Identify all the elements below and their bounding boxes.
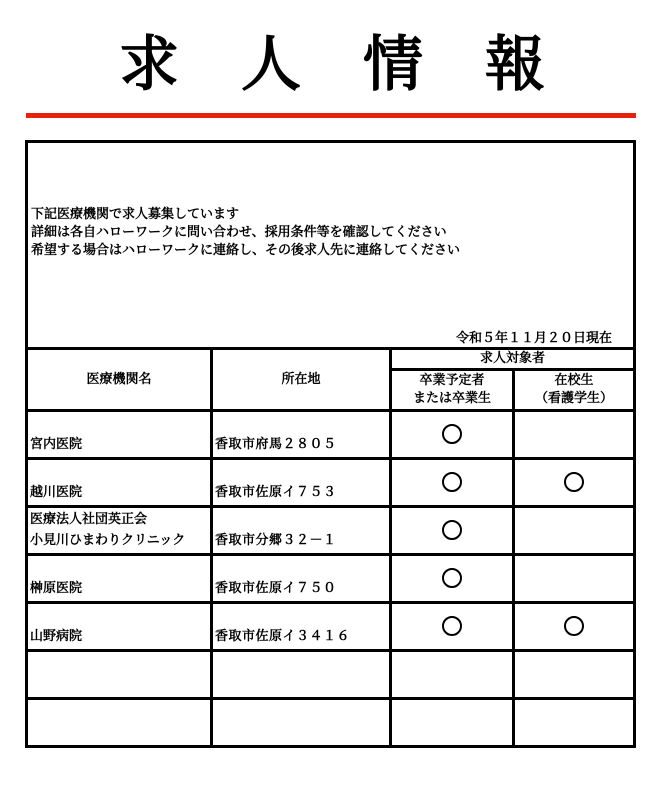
students-mark-circle [564,472,584,492]
institution-address: 香取市佐原イ７５０ [215,581,337,596]
column-divider [210,347,213,748]
row-divider [25,601,636,604]
frame-right-border [633,140,636,746]
institution-name-line1: 医療法人社団英正会 [30,512,148,527]
institution-name: 宮内医院 [30,437,83,452]
frame-top-border [25,140,636,143]
header-name: 医療機関名 [86,372,152,387]
institution-name: 山野病院 [30,629,83,644]
intro-line: 下記医療機関で求人募集しています [31,207,240,222]
header-target-group: 求人対象者 [479,351,545,366]
row-divider [25,457,636,460]
graduates-mark-circle [442,472,462,492]
column-divider [512,368,515,748]
header-students-line1: 在校生 [554,373,594,388]
header-graduates-line2: または卒業生 [412,391,491,406]
header-graduates-line1: 卒業予定者 [419,373,485,388]
institution-address: 香取市佐原イ７５３ [215,485,337,500]
institution-name: 小見川ひまわりクリニック [30,533,186,548]
institution-address: 香取市佐原イ３４１６ [215,629,351,644]
institution-name: 越川医院 [30,485,83,500]
graduates-mark-circle [442,616,462,636]
as-of-date: 令和５年１１月２０日現在 [455,331,612,346]
institution-name: 榊原医院 [30,581,83,596]
row-divider [25,697,636,700]
title-underline [26,113,636,118]
institution-address: 香取市府馬２８０５ [215,437,337,452]
row-divider [25,505,636,508]
row-divider [25,649,636,652]
graduates-mark-circle [442,424,462,444]
table-header-bottom-border [25,409,636,412]
header-address: 所在地 [281,372,321,387]
graduates-mark-circle [442,568,462,588]
page-title: 求人情報 [119,30,607,100]
header-students [515,372,633,408]
students-mark-circle [564,616,584,636]
frame-left-border [25,140,28,746]
intro-text [31,206,460,260]
header-students-line2: （看護学生） [534,391,613,406]
intro-line: 希望する場合はハローワークに連絡し、その後求人先に連絡してください [31,243,461,258]
row-divider [25,745,636,748]
header-graduates [392,372,512,408]
row-divider [25,553,636,556]
institution-address: 香取市分郷３２－１ [215,533,337,548]
intro-line: 詳細は各自ハローワークに問い合わせ、採用条件等を確認してください [31,225,447,240]
graduates-mark-circle [442,520,462,540]
